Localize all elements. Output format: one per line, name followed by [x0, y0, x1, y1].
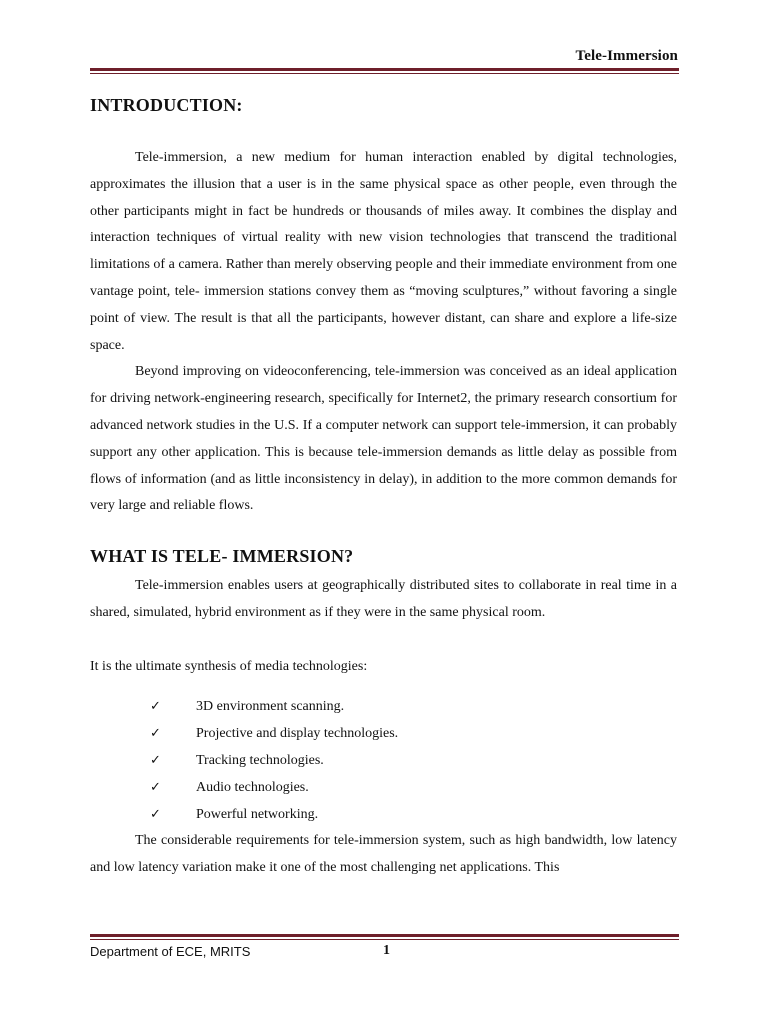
technology-checklist [90, 694, 677, 828]
page-number: 1 [383, 943, 390, 958]
list-item [90, 802, 677, 829]
checkmark-icon: ✓ [150, 752, 161, 768]
checkmark-icon: ✓ [150, 779, 161, 795]
page-content [90, 92, 677, 882]
list-item-label: Projective and display technologies. [196, 726, 399, 742]
running-header-title: Tele-Immersion [575, 48, 678, 64]
synthesis-lead: It is the ultimate synthesis of media technologies: [90, 658, 368, 674]
intro-paragraph-2: Beyond improving on videoconferencing, tele-immersion was conceived as an ideal application for driving network-engineering research, specifically for Internet2, the primary research consortium for advanced network studies in the U.S. If a computer network can support tele-immersion, it can probably support any other application. This is because tele-immersion demands as little delay as possible from flows of information (and as little inconsistency in delay), in addition to the more common demands for very large and reliable flows. [90, 364, 677, 514]
section-heading-what-is: WHAT IS TELE- IMMERSION? [90, 546, 354, 567]
list-item-label: 3D environment scanning. [196, 699, 345, 715]
closing-paragraph: The considerable requirements for tele-immersion system, such as high bandwidth, low latency and low latency variation make it one of the most challenging net applications. This [90, 833, 677, 876]
list-item [90, 694, 677, 721]
intro-paragraph-1: Tele-immersion, a new medium for human interaction enabled by digital technologies, approximates the illusion that a user is in the same physical space as other people, even through the other participants might in fact be hundreds or thousands of miles away. It combines the display and interaction techniques of virtual reality with new vision technologies that transcend the traditional limitations of a camera. Rather than merely observing people and their immediate environment from one vantage point, tele- immersion stations convey them as “moving sculptures,” without favoring a single point of view. The result is that all the participants, however distant, can share and explore a life-size space. [90, 150, 677, 353]
checkmark-icon: ✓ [150, 699, 161, 715]
checkmark-icon: ✓ [150, 806, 161, 822]
list-item-label: Powerful networking. [196, 806, 319, 822]
checkmark-icon: ✓ [150, 726, 161, 742]
section-heading-introduction: INTRODUCTION: [90, 95, 243, 115]
list-item-label: Audio technologies. [196, 779, 309, 795]
list-item-label: Tracking technologies. [196, 752, 324, 768]
what-is-paragraph: Tele-immersion enables users at geographically distributed sites to collaborate in real time in a shared, simulated, hybrid environment as if they were in the same physical room. [90, 578, 677, 620]
list-item [90, 748, 677, 775]
list-item [90, 775, 677, 802]
footer-department: Department of ECE, MRITS [90, 944, 251, 959]
list-item [90, 721, 677, 748]
footer-rule [90, 934, 679, 940]
header-rule [90, 68, 679, 74]
